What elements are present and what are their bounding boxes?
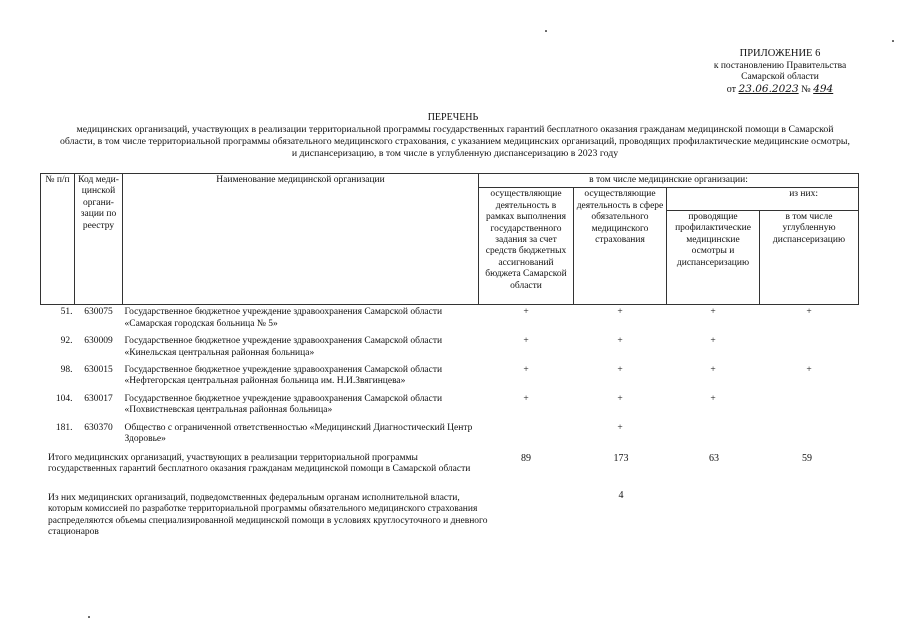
table-row (41, 421, 859, 450)
scan-speck (88, 616, 90, 618)
row-num: 92. (60, 336, 73, 347)
header-num: № п/п (41, 174, 75, 305)
table-row (41, 334, 859, 363)
header-prof: проводящие профилактические медицинские осмотры и диспансеризацию (667, 211, 760, 305)
header-group: в том числе медицинские организации: (479, 174, 859, 188)
document-subtitle: медицинских организаций, участвующих в реализации территориальной программы государственных гарантий бесплатного оказания гражданам медицинской помощи в Самарской области, в том числе территориальной программы обязательного медицинского страхования, с указанием медицинских организаций, проводящих профилактические медицинские осмотры, и диспансеризацию, в том числе в углубленную диспансеризацию в 2023 году (60, 124, 850, 159)
row-num: 98. (60, 364, 73, 375)
row-code: 630015 (84, 364, 113, 375)
row-deep (760, 421, 859, 450)
organizations-table (40, 173, 859, 449)
date-value: 23.06.2023 (738, 83, 799, 96)
row-num: 181. (55, 422, 73, 433)
row-name: Государственное бюджетное учреждение здравоохранения Самарской области «Самарская городская больница № 5» (124, 307, 443, 329)
header-name: Наименование медицинской организации (123, 174, 479, 305)
row-code: 630017 (84, 393, 113, 404)
row-deep: + (806, 307, 812, 318)
totals-label: Итого медицинских организаций, участвующих в реализации территориальной программы государственных гарантий бесплатного оказания гражданам медицинской помощи в Самарской области (48, 453, 471, 475)
row-budget (479, 421, 574, 450)
row-code: 630075 (84, 307, 113, 318)
federal-label: Из них медицинских организаций, подведомственных федеральным органам исполнительной власти, которым комиссией по разработке территориальной программы обязательного медицинского страхования распределяются объемы специализированной медицинской помощи в условиях круглосуточного и дневного стационаров (48, 493, 488, 538)
row-name: Государственное бюджетное учреждение здравоохранения Самарской области «Похвистневская центральная районная больница» (124, 393, 443, 416)
row-prof (667, 421, 760, 450)
federal-oms: 4 (618, 490, 624, 501)
row-deep: + (806, 364, 812, 375)
row-deep (760, 392, 859, 421)
row-prof: + (710, 393, 716, 404)
header-of-them: из них: (667, 188, 859, 211)
number-prefix: № (801, 84, 811, 96)
row-budget: + (523, 393, 529, 404)
annex-date-line (680, 83, 880, 96)
row-prof: + (710, 336, 716, 347)
row-oms: + (617, 422, 623, 433)
header-code: Код меди-цинской органи-зации по реестру (75, 174, 123, 305)
header-oms: осуществляющие деятельность в сфере обязательного медицинского страхования (574, 188, 667, 305)
document-title: ПЕРЕЧЕНЬ (427, 112, 479, 123)
row-oms: + (617, 393, 623, 404)
totals-budget: 89 (521, 453, 531, 464)
header-budget: осуществляющие деятельность в рамках выполнения государственного задания за счет средств бюджетных ассигнований бюджета Самарской области (479, 188, 574, 305)
table-row (41, 392, 859, 421)
totals-deep: 59 (802, 453, 812, 464)
totals-prof: 63 (709, 453, 719, 464)
row-name: Государственное бюджетное учреждение здравоохранения Самарской области «Нефтегорская центральная районная больница им. Н.И.Звягинцева» (124, 364, 443, 387)
annex-title: ПРИЛОЖЕНИЕ 6 (739, 48, 821, 59)
row-budget: + (523, 307, 529, 318)
totals-oms: 173 (613, 453, 629, 464)
scan-speck (892, 40, 894, 42)
row-budget: + (523, 336, 529, 347)
row-name: Государственное бюджетное учреждение здравоохранения Самарской области «Кинельская центральная районная больница» (124, 336, 443, 358)
number-value: 494 (813, 83, 834, 96)
row-prof: + (710, 307, 716, 318)
annex-line-1: к постановлению Правительства (713, 60, 847, 71)
row-code: 630370 (84, 422, 113, 433)
row-prof: + (710, 364, 716, 375)
table-row (41, 363, 859, 392)
header-deep: в том числе углубленную диспансеризацию (760, 211, 859, 305)
date-prefix: от (726, 84, 737, 96)
row-budget: + (523, 364, 529, 375)
row-oms: + (617, 336, 623, 347)
row-deep (760, 334, 859, 363)
row-code: 630009 (84, 336, 113, 347)
row-name: Общество с ограниченной ответственностью «Медицинский Диагностический Центр Здоровье» (124, 422, 473, 444)
annex-line-2: Самарской области (741, 71, 819, 82)
scan-speck (545, 30, 547, 32)
table-row (41, 305, 859, 334)
row-oms: + (617, 307, 623, 318)
row-num: 104. (55, 393, 73, 404)
row-num: 51. (60, 307, 73, 318)
row-oms: + (617, 364, 623, 375)
annex-header (680, 48, 880, 96)
